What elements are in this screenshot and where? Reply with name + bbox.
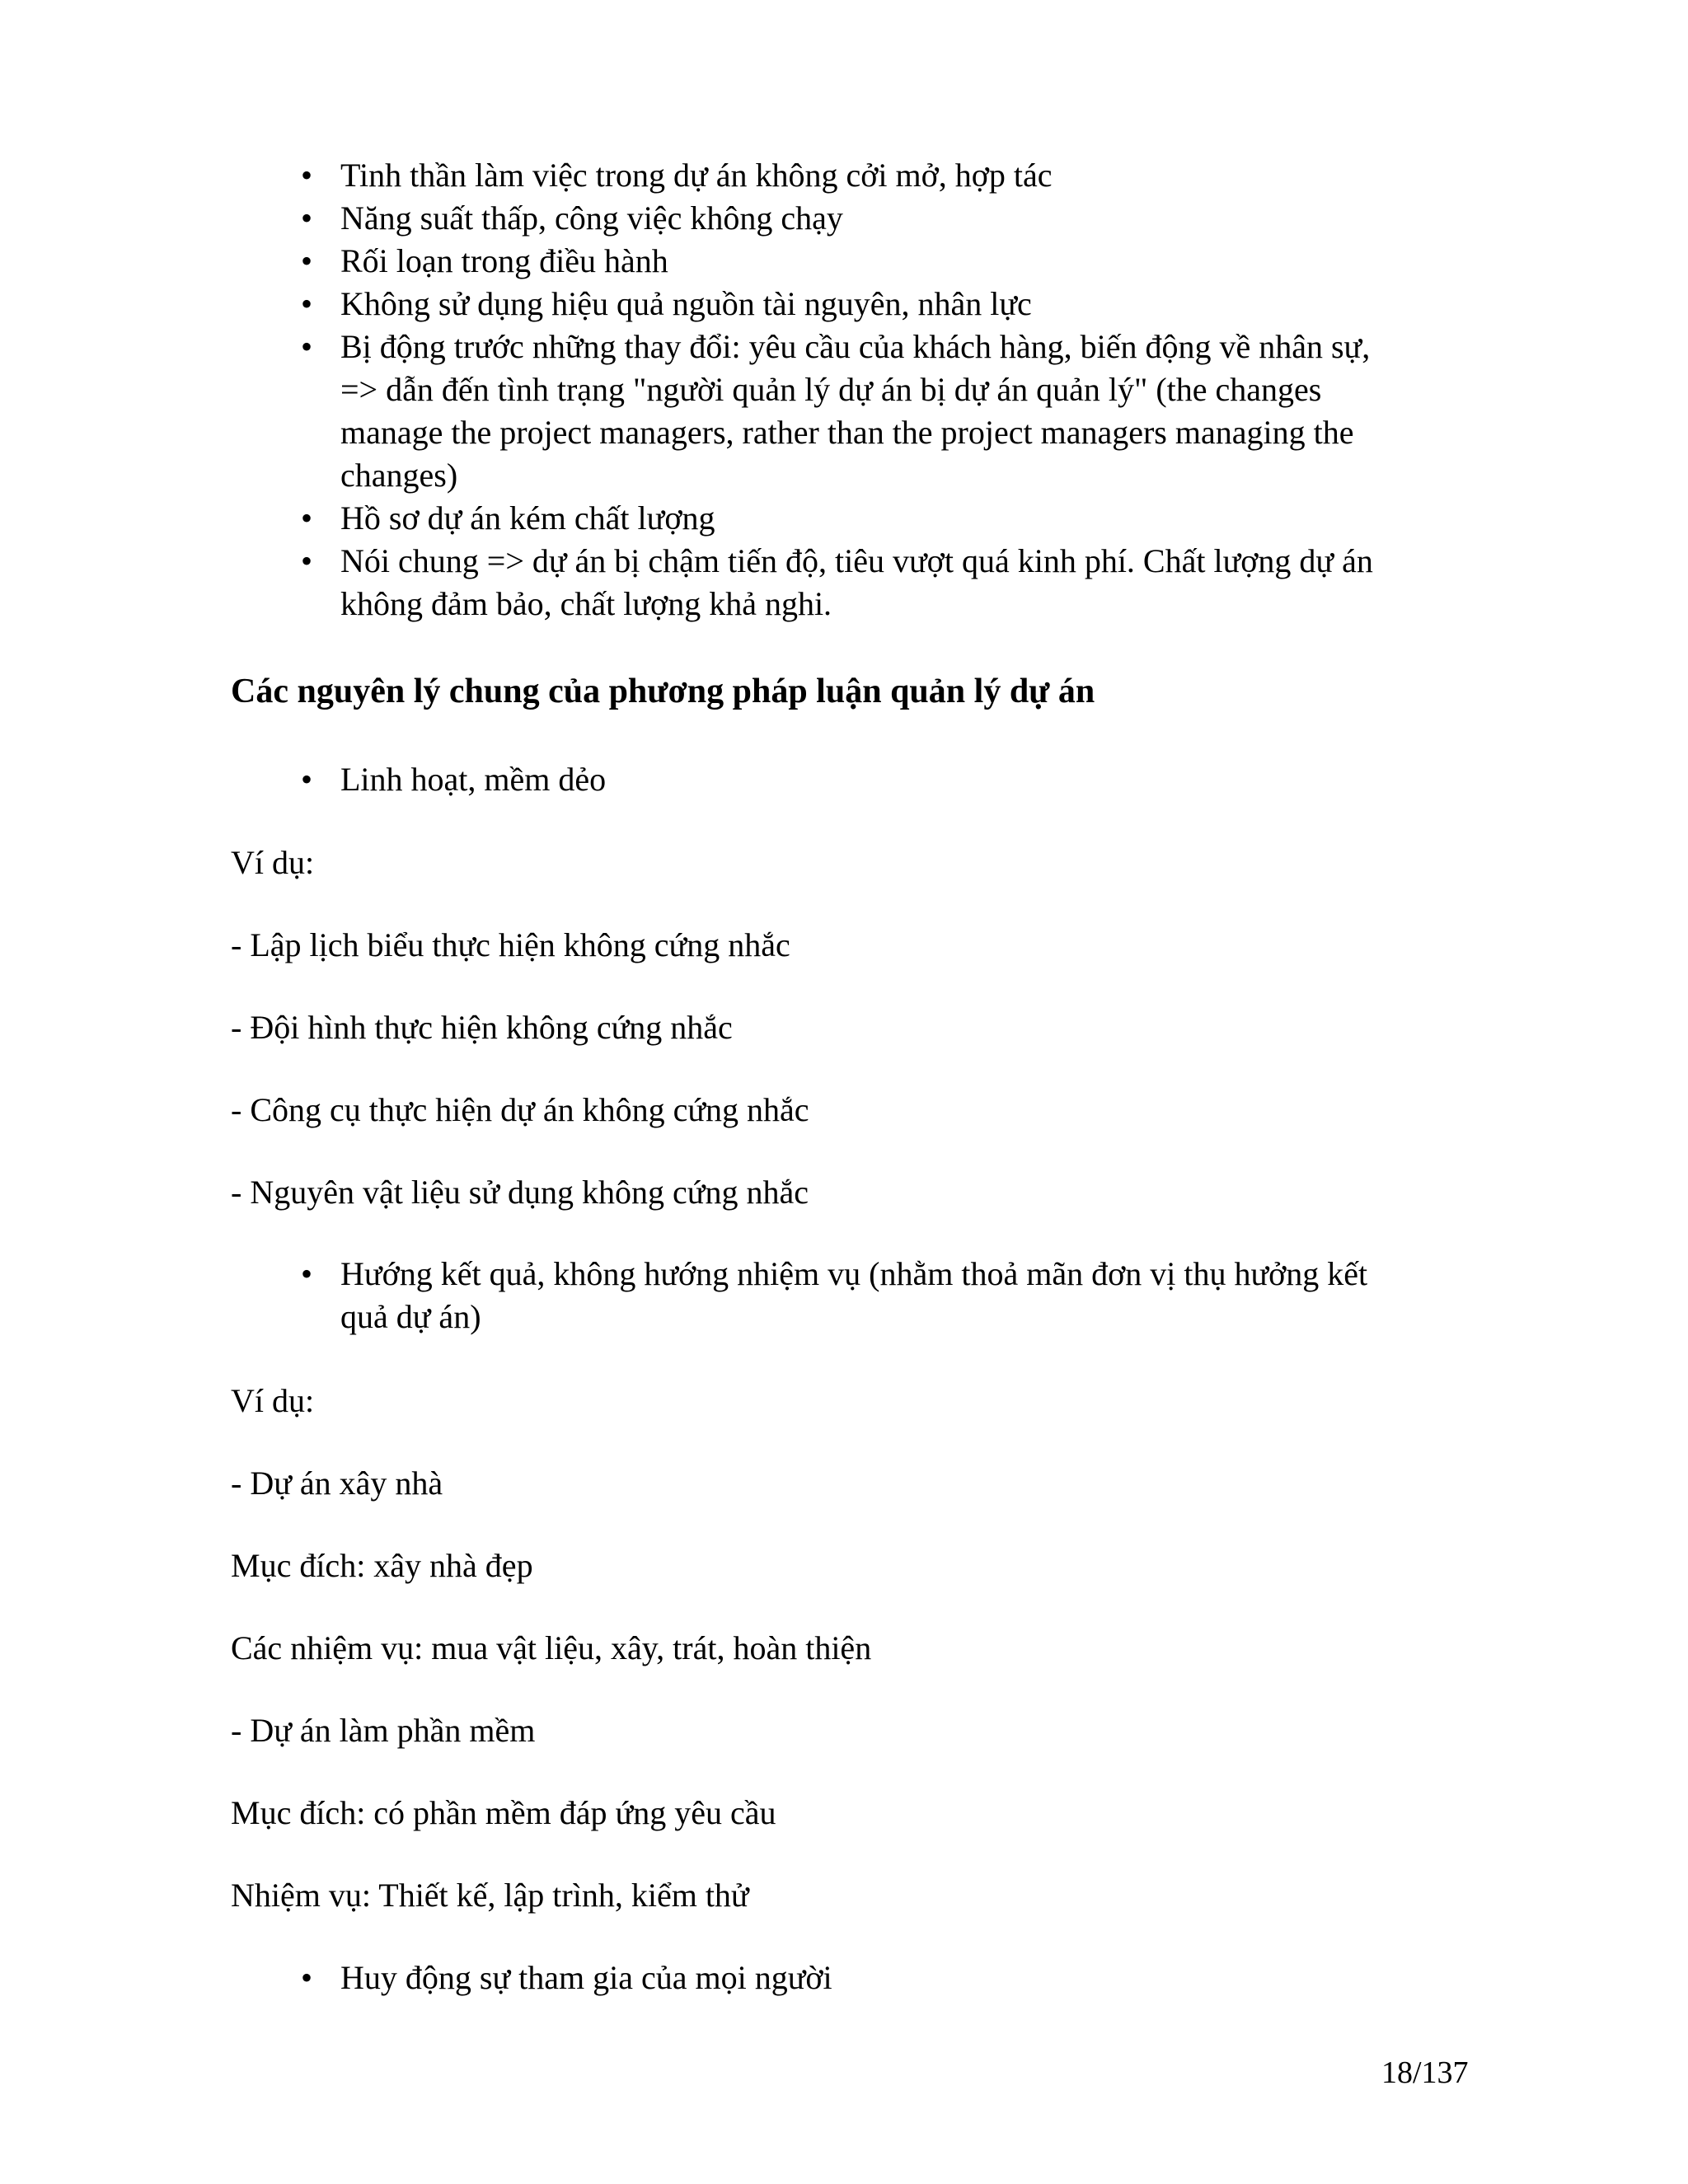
example-line: Các nhiệm vụ: mua vật liệu, xây, trát, hoàn thiện	[231, 1629, 872, 1666]
bullet-glyph: •	[301, 328, 313, 365]
example-line: - Đội hình thực hiện không cứng nhắc	[231, 1009, 733, 1046]
example-label: Ví dụ:	[231, 1382, 315, 1419]
bullet-glyph: •	[301, 1959, 313, 1996]
bullet-glyph: •	[301, 199, 313, 237]
list-item-continuation: => dẫn đến tình trạng "người quản lý dự án bị dự án quản lý" (the changes	[340, 371, 1322, 408]
bullet-glyph: •	[301, 242, 313, 279]
bullet-glyph: •	[301, 157, 313, 194]
list-item: Không sử dụng hiệu quả nguồn tài nguyên, nhân lực	[340, 285, 1032, 322]
example-line: Mục đích: xây nhà đẹp	[231, 1547, 533, 1584]
list-item: Bị động trước những thay đổi: yêu cầu của khách hàng, biến động về nhân sự,	[340, 328, 1371, 365]
bullet-glyph: •	[301, 285, 313, 322]
page-number: 18/137	[1381, 2055, 1469, 2090]
principle-item-continuation: quả dự án)	[340, 1298, 481, 1335]
principle-item: Hướng kết quả, không hướng nhiệm vụ (nhằm thoả mãn đơn vị thụ hưởng kết	[340, 1255, 1368, 1292]
list-item: Năng suất thấp, công việc không chạy	[340, 199, 843, 237]
list-item: Nói chung => dự án bị chậm tiến độ, tiêu vượt quá kinh phí. Chất lượng dự án	[340, 542, 1373, 579]
list-item-continuation: không đảm bảo, chất lượng khả nghi.	[340, 585, 832, 622]
example-line: - Dự án làm phần mềm	[231, 1712, 536, 1749]
list-item-continuation: manage the project managers, rather than the project managers managing the	[340, 414, 1354, 451]
principle-item: Linh hoạt, mềm dẻo	[340, 761, 607, 798]
example-line: Mục đích: có phần mềm đáp ứng yêu cầu	[231, 1794, 776, 1831]
bullet-glyph: •	[301, 761, 313, 798]
example-label: Ví dụ:	[231, 844, 315, 881]
example-line: - Dự án xây nhà	[231, 1465, 443, 1502]
example-line: - Nguyên vật liệu sử dụng không cứng nhắc	[231, 1174, 809, 1211]
example-line: Nhiệm vụ: Thiết kế, lập trình, kiểm thử	[231, 1877, 749, 1914]
list-item-continuation: changes)	[340, 457, 458, 494]
section-heading: Các nguyên lý chung của phương pháp luận quản lý dự án	[231, 673, 1095, 710]
list-item: Hồ sơ dự án kém chất lượng	[340, 499, 715, 537]
list-item: Tinh thần làm việc trong dự án không cởi mở, hợp tác	[340, 157, 1053, 194]
example-line: - Lập lịch biểu thực hiện không cứng nhắc	[231, 926, 790, 963]
bullet-glyph: •	[301, 499, 313, 537]
example-line: - Công cụ thực hiện dự án không cứng nhắc	[231, 1091, 809, 1128]
list-item: Rối loạn trong điều hành	[340, 242, 668, 279]
principle-item: Huy động sự tham gia của mọi người	[340, 1959, 832, 1996]
bullet-glyph: •	[301, 1255, 313, 1292]
bullet-glyph: •	[301, 542, 313, 579]
